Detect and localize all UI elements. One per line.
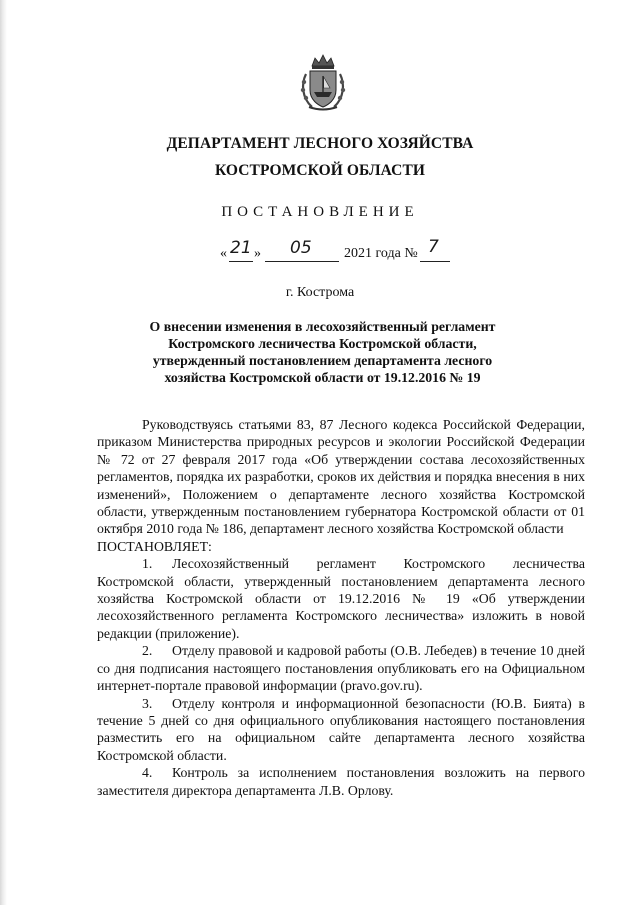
resolves-heading: ПОСТАНОВЛЯЕТ: [97, 538, 212, 554]
day-underline [229, 261, 253, 262]
month-underline [265, 261, 339, 262]
handwritten-number: 7 [428, 237, 439, 257]
resolution-item-3 [97, 695, 585, 765]
item-text: Лесохозяйственный регламент Костромского лесничества Костромской области, утвержденный постановлением департамента лесного хозяйства Костромской области от 19.12.2016 № 19 «Об утверждении лесохозяйственного регламента Костромского лесничества» изложить в новой редакции (приложение). [97, 556, 585, 641]
item-text: Отделу контроля и информационной безопасности (Ю.В. Бията) в течение 5 дней со дня официального опубликования настоящего постановления разместить его на официальном сайте департамента лесного хозяйства Костромской области. [97, 695, 585, 763]
item-number: 1. [142, 556, 153, 572]
item-text: Отделу правовой и кадровой работы (О.В. Лебедев) в течение 10 дней со дня подписания настоящего постановления опубликовать его на Официальном интернет-портале правовой информации (pravo.gov.ru). [97, 643, 585, 694]
resolution-item-1 [97, 555, 585, 642]
document-type-title: ПОСТАНОВЛЕНИЕ [221, 204, 419, 220]
coat-of-arms-icon [298, 52, 348, 114]
document-body [97, 416, 585, 799]
item-number: 4. [142, 765, 153, 781]
date-open-quote: « [220, 246, 227, 261]
scan-edge [0, 0, 7, 905]
resolution-item-2 [97, 642, 585, 694]
item-text: Контроль за исполнением постановления возложить на первого заместителя директора департамента Л.В. Орлову. [97, 765, 585, 798]
city-line: г. Кострома [285, 285, 355, 300]
document-subject: О внесении изменения в лесохозяйственный регламент Костромского лесничества Костромской области, утвержденный постановлением департамента лесного хозяйства Костромской области от 19.12.2016 № 19 [149, 319, 496, 385]
item-number: 3. [142, 695, 153, 711]
department-title-line2: КОСТРОМСКОЙ ОБЛАСТИ [214, 162, 426, 179]
preamble-paragraph: Руководствуясь статьями 83, 87 Лесного кодекса Российской Федерации, приказом Министерства природных ресурсов и экологии Российской Федерации № 72 от 27 февраля 2017 года «Об утверждении состава лесохозяйственных регламентов, порядка их разработки, сроков их действия и порядка внесения в них изменений», Положением о департаменте лесного хозяйства Костромской области, утвержденным постановлением губернатора Костромской области от 01 октября 2010 года № 186, департамент лесного хозяйства Костромской области [97, 417, 585, 537]
number-underline [420, 261, 450, 262]
item-number: 2. [142, 643, 153, 659]
handwritten-month: 05 [290, 238, 312, 258]
date-close-quote: » [254, 246, 261, 261]
date-number-line [220, 237, 480, 268]
year-and-number-label: 2021 года № [344, 246, 418, 261]
resolution-item-4 [97, 764, 585, 799]
department-title-line1: ДЕПАРТАМЕНТ ЛЕСНОГО ХОЗЯЙСТВА [166, 135, 474, 152]
handwritten-day: 21 [230, 238, 252, 258]
